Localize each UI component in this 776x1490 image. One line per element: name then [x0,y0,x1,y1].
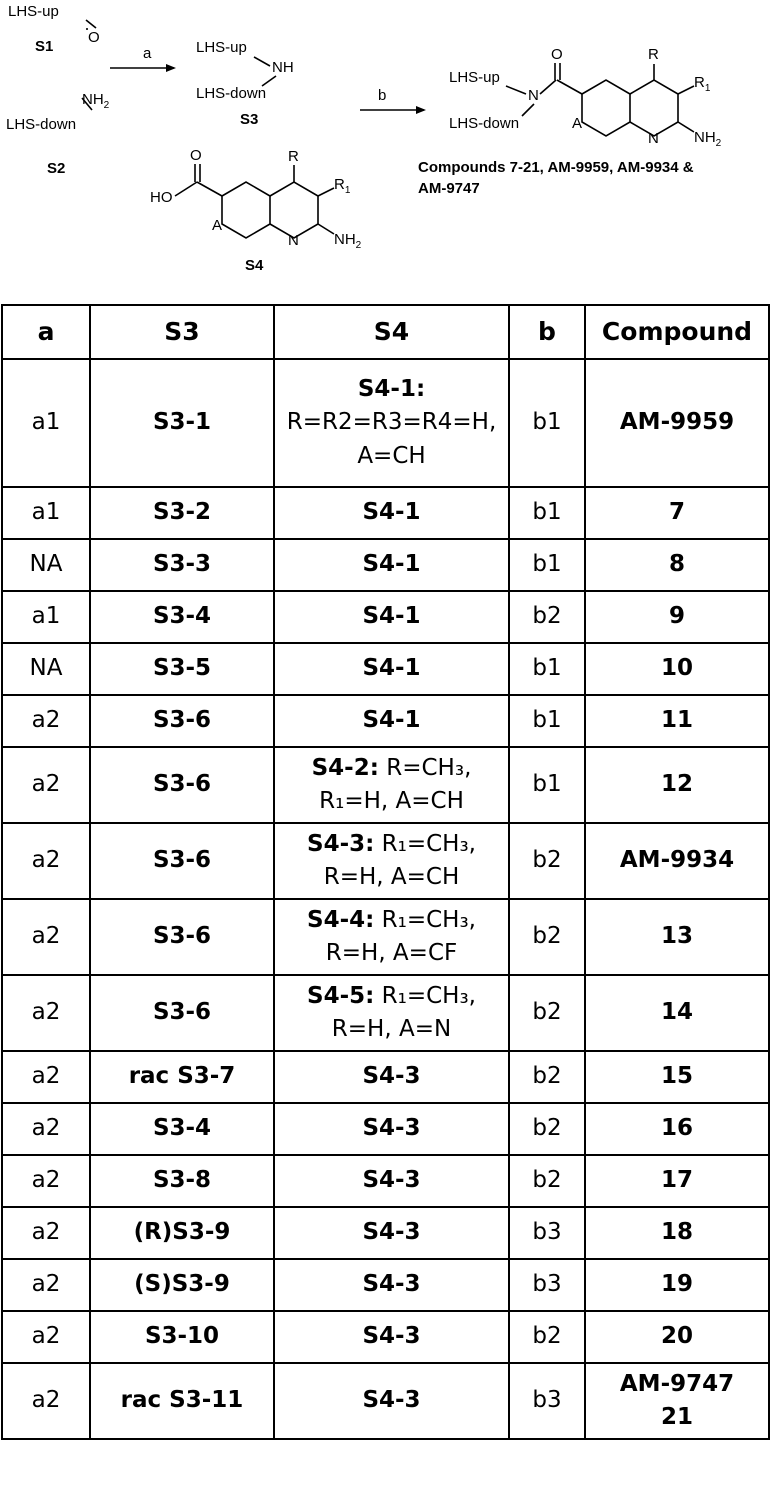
s4-reagent-name: S4-3 [362,1063,421,1090]
product-r1-text: R [694,74,705,91]
header-compound: Compound [585,305,769,359]
cell-compound [585,1051,769,1103]
cell-s3: rac S3-7 [90,1051,274,1103]
s4-reagent-name: S4-3: [307,830,375,857]
cell-compound [585,695,769,747]
s4-nh2-bond [318,224,334,234]
cell-s4 [274,1103,509,1155]
cell-s4 [274,1311,509,1363]
s4-reagent-name: S4-3 [362,1115,421,1142]
compound-id: 15 [660,1063,693,1090]
compound-id: 18 [660,1219,693,1246]
s4-ring-link [197,182,222,196]
cell-s4 [274,539,509,591]
cell-compound [585,643,769,695]
cell-b: b3 [509,1207,585,1259]
product-r: R [648,46,659,63]
cell-s4 [274,695,509,747]
s4-nh2-text: NH [334,231,356,248]
cell-a: a2 [2,1311,90,1363]
product-bond-up [506,86,526,94]
product-nh2-text: NH [694,129,716,146]
header-s3: S3 [90,305,274,359]
compound-id: 13 [660,923,693,950]
product-r1-sub: 1 [704,83,711,94]
s4-ring-left [222,182,270,238]
cell-a: NA [2,539,90,591]
cell-compound [585,975,769,1051]
cell-s3: S3-2 [90,487,274,539]
compound-id: AM-9934 [619,847,735,874]
cell-s4 [274,359,509,487]
cell-a: a2 [2,747,90,823]
product-caption-line2: AM-9747 [418,180,480,197]
product-bond-down [522,104,534,116]
cell-b: b1 [509,695,585,747]
cell-s3: S3-1 [90,359,274,487]
table-row [2,1311,769,1363]
compound-id: 9 [668,603,685,630]
s4-reagent-name: S4-1 [362,499,421,526]
s4-detail-line2: A=CH [357,442,426,469]
arrow-b-label: b [378,87,387,104]
cell-b: b2 [509,1311,585,1363]
cell-s3: S3-6 [90,899,274,975]
cell-compound [585,1311,769,1363]
s3-down-label: LHS-down [196,85,267,102]
table-row [2,1259,769,1311]
s4-detail-line1: R₁=CH₃, [374,830,476,857]
cell-b: b3 [509,1259,585,1311]
cell-s4 [274,487,509,539]
cell-compound [585,899,769,975]
s4-detail-line1: R=R2=R3=R4=H, [286,409,497,436]
cell-s3: S3-6 [90,975,274,1051]
product-nh2-bond [678,122,694,132]
table-header-row [2,305,769,359]
s4-label: S4 [245,257,264,274]
arrow-a-head [166,64,176,72]
s4-r1-bond [318,188,334,196]
s3-label: S3 [240,111,259,128]
cell-s4 [274,643,509,695]
header-a: a [2,305,90,359]
cell-a: a1 [2,487,90,539]
cell-b: b1 [509,539,585,591]
cell-compound [585,1207,769,1259]
s4-structure [150,147,362,274]
cell-b: b2 [509,1155,585,1207]
cell-b: b1 [509,747,585,823]
s4-reagent-name: S4-5: [307,982,375,1009]
s4-reagent-name: S4-1 [362,551,421,578]
cell-s3: S3-4 [90,1103,274,1155]
cell-s4 [274,747,509,823]
s2-nh: NH [82,91,104,108]
s4-detail-line2: R=H, A=CH [323,864,460,890]
s4-r: R [288,148,299,165]
cell-s3: (R)S3-9 [90,1207,274,1259]
s4-detail-line1: R₁=CH₃, [374,906,476,933]
s4-reagent-name: S4-2: [311,754,379,781]
s4-detail-line2: R₁=H, A=CH [319,788,464,814]
cell-a: a2 [2,899,90,975]
cell-a: a2 [2,1259,90,1311]
cell-s4 [274,1259,509,1311]
table-row [2,643,769,695]
s3-up-label: LHS-up [196,39,247,56]
cell-s3: S3-10 [90,1311,274,1363]
table-row [2,1103,769,1155]
s4-r1-sub: 1 [344,185,351,196]
table-row [2,899,769,975]
product-n: N [648,130,659,147]
compound-id: AM-9747 [619,1370,735,1397]
s4-ring-right [270,182,318,238]
cell-s3: rac S3-11 [90,1363,274,1439]
table-row [2,823,769,899]
compound-id: 16 [660,1115,693,1142]
compound-id: 20 [660,1323,693,1350]
product-nh2-sub: 2 [715,138,722,149]
compound-id: 12 [660,771,693,798]
table-row [2,1207,769,1259]
cell-s3: S3-3 [90,539,274,591]
product-down-label: LHS-down [449,115,520,132]
arrow-a-label: a [143,45,152,62]
arrow-b-head [416,106,426,114]
cell-a: a2 [2,1051,90,1103]
s4-detail-line1: R₁=CH₃, [374,982,476,1009]
cell-compound [585,747,769,823]
s4-reagent-name: S4-3 [362,1387,421,1414]
s4-nh2 [334,231,362,251]
product-amide-bond [540,80,556,94]
s4-reagent-name: S4-1 [362,603,421,630]
cell-a: a2 [2,1207,90,1259]
product-r1-bond [678,86,694,94]
product-ring-left [582,80,630,136]
cell-s4 [274,975,509,1051]
table-row [2,1155,769,1207]
cell-b: b1 [509,487,585,539]
s4-oh-bond [175,182,197,196]
header-s4: S4 [274,305,509,359]
s4-r1 [334,176,351,196]
compound-id: 10 [660,655,693,682]
synthesis-table [1,304,770,1440]
cell-compound [585,1259,769,1311]
cell-a: a2 [2,695,90,747]
cell-s3: S3-6 [90,823,274,899]
cell-s4 [274,1363,509,1439]
s2-group-label: LHS-down [6,116,77,133]
s3-bond-up [254,57,270,66]
table-row [2,487,769,539]
s1-group-label: LHS-up [8,3,59,20]
s1-label: S1 [35,38,54,55]
cell-a: a2 [2,975,90,1051]
cell-a: a1 [2,359,90,487]
s4-r1-text: R [334,176,345,193]
s4-reagent-name: S4-1 [362,655,421,682]
compound-id-alt: 21 [660,1404,693,1430]
compound-id: AM-9959 [619,409,735,436]
cell-a: a2 [2,1363,90,1439]
cell-s4 [274,1155,509,1207]
cell-s3: S3-4 [90,591,274,643]
s4-a: A [212,217,223,234]
table-body [2,359,769,1439]
product-ring-right [630,80,678,136]
table-row [2,975,769,1051]
table-row [2,1363,769,1439]
s4-detail-line1: R=CH₃, [378,754,472,781]
s4-detail-line2: R=H, A=N [331,1016,452,1042]
compound-id: 11 [660,707,693,734]
compound-id: 8 [668,551,685,578]
s4-reagent-name: S4-3 [362,1219,421,1246]
cell-s4 [274,1051,509,1103]
s4-reagent-name: S4-3 [362,1271,421,1298]
s4-n: N [288,232,299,249]
cell-b: b2 [509,1051,585,1103]
compound-id: 19 [660,1271,693,1298]
s4-reagent-name: S4-4: [307,906,375,933]
s4-nh2-sub: 2 [355,240,362,251]
product-nh2 [694,129,722,149]
compound-id: 14 [660,999,693,1026]
cell-s3: S3-8 [90,1155,274,1207]
cell-s4 [274,823,509,899]
s3-nh: NH [272,59,294,76]
cell-a: NA [2,643,90,695]
cell-compound [585,539,769,591]
table-row [2,1051,769,1103]
cell-compound [585,487,769,539]
s4-carbonyl-o: O [190,147,202,164]
compound-id: 17 [660,1167,693,1194]
s4-ho: HO [150,189,173,206]
cell-compound [585,1363,769,1439]
table-row [2,747,769,823]
cell-a: a1 [2,591,90,643]
table-row [2,539,769,591]
cell-b: b3 [509,1363,585,1439]
product-caption-line1: Compounds 7-21, AM-9959, AM-9934 & [418,159,694,176]
compound-id: 7 [668,499,685,526]
cell-compound [585,823,769,899]
cell-b: b2 [509,899,585,975]
s1-bond [86,20,96,28]
s4-reagent-name: S4-1 [362,707,421,734]
product-ring-link [557,80,582,94]
cell-s4 [274,899,509,975]
s2-label: S2 [47,160,66,177]
cell-b: b2 [509,823,585,899]
cell-compound [585,591,769,643]
header-b: b [509,305,585,359]
cell-a: a2 [2,823,90,899]
table-row [2,359,769,487]
s4-reagent-name: S4-3 [362,1323,421,1350]
cell-compound [585,1155,769,1207]
cell-s4 [274,591,509,643]
cell-compound [585,1103,769,1155]
cell-a: a2 [2,1103,90,1155]
table-row [2,591,769,643]
reaction-scheme [0,0,776,290]
cell-s3: S3-6 [90,695,274,747]
s4-reagent-name: S4-3 [362,1167,421,1194]
cell-b: b2 [509,975,585,1051]
s2-nh-sub: 2 [103,100,110,111]
product-structure [418,46,722,197]
cell-s3: S3-5 [90,643,274,695]
s1-oxygen: O [88,29,100,46]
cell-b: b2 [509,591,585,643]
s4-reagent-name: S4-1: [357,375,426,402]
cell-s4 [274,1207,509,1259]
s2-amine [82,91,110,111]
cell-s3: S3-6 [90,747,274,823]
table-row [2,695,769,747]
cell-s3: (S)S3-9 [90,1259,274,1311]
cell-b: b1 [509,359,585,487]
cell-compound [585,359,769,487]
cell-b: b1 [509,643,585,695]
product-carbonyl-o: O [551,46,563,63]
product-r1 [694,74,711,94]
cell-a: a2 [2,1155,90,1207]
product-up-label: LHS-up [449,69,500,86]
cell-b: b2 [509,1103,585,1155]
s4-detail-line2: R=H, A=CF [325,940,458,966]
product-amide-n: N [528,87,539,104]
product-a: A [572,115,583,132]
